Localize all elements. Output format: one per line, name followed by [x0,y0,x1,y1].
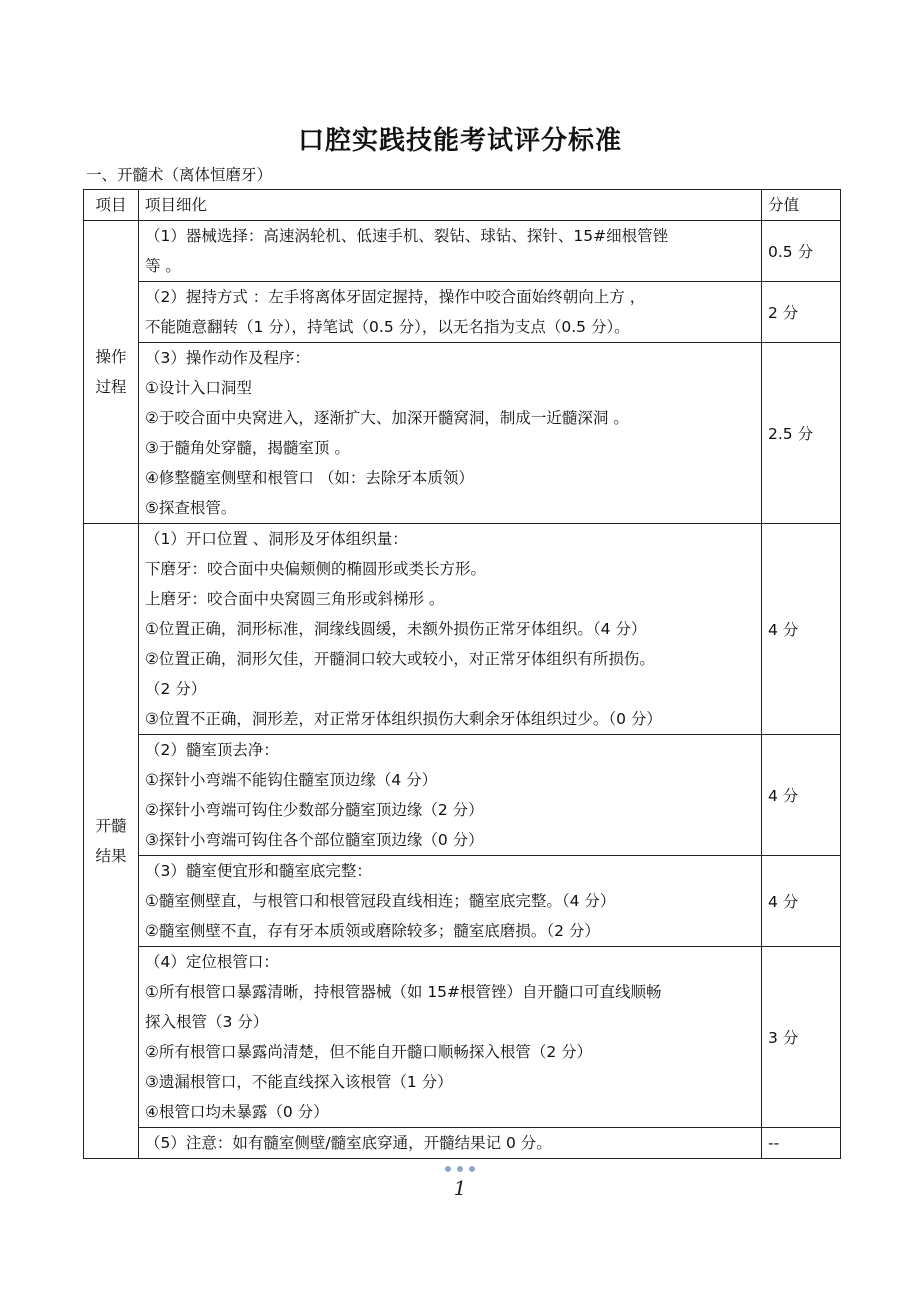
detail-line: ①所有根管口暴露清晰，持根管器械（如 15#根管锉）自开髓口可直线顺畅 [145,983,662,1001]
detail-line: ③位置不正确，洞形差，对正常牙体组织损伤大剩余牙体组织过少。（0 分） [145,710,662,728]
score-cell: 3 分 [762,947,841,1128]
detail-line: （5）注意：如有髓室侧壁/髓室底穿通，开髓结果记 0 分。 [145,1134,552,1152]
detail-line: ②于咬合面中央窝进入，逐渐扩大、加深开髓窝洞，制成一近髓深洞 。 [145,409,629,427]
score-cell: 2.5 分 [762,343,841,524]
score-cell: 4 分 [762,735,841,856]
detail-line: ③遗漏根管口，不能直线探入该根管（1 分） [145,1073,453,1091]
table-row [84,856,841,947]
detail-line: ①位置正确，洞形标准，洞缘线圆缓，未额外损伤正常牙体组织。（4 分） [145,620,647,638]
detail-cell [139,735,762,856]
detail-cell [139,343,762,524]
header-item: 项目 [84,190,139,221]
detail-cell [139,1128,762,1159]
detail-line: （4）定位根管口： [145,953,279,971]
detail-line: ④根管口均未暴露（0 分） [145,1103,329,1121]
detail-cell [139,221,762,282]
table-row [84,1128,841,1159]
page-footer [0,1166,920,1200]
section-heading: 一、开髓术（离体恒磨牙） [86,166,273,184]
table-row [84,735,841,856]
page-title: 口腔实践技能考试评分标准 [297,126,622,156]
ellipsis-dots-icon [0,1166,920,1172]
detail-line: （3）髓室便宜形和髓室底完整： [145,862,372,880]
detail-line: （1）器械选择：高速涡轮机、低速手机、裂钻、球钻、探针、15#细根管锉 [145,227,669,245]
header-detail: 项目细化 [139,190,762,221]
detail-line: 等 。 [145,257,181,275]
detail-line: 下磨牙：咬合面中央偏颊侧的椭圆形或类长方形。 [145,560,487,578]
detail-line: ②髓室侧壁不直，存有牙本质领或磨除较多；髓室底磨损。（2 分） [145,922,600,940]
detail-line: ②探针小弯端可钩住少数部分髓室顶边缘（2 分） [145,801,484,819]
score-cell: -- [762,1128,841,1159]
detail-line: 探入根管（3 分） [145,1013,269,1031]
score-cell: 4 分 [762,524,841,735]
detail-cell [139,524,762,735]
category-label: 操作 [95,348,127,366]
detail-cell [139,947,762,1128]
header-score: 分值 [762,190,841,221]
detail-cell [139,856,762,947]
detail-line: （2）髓室顶去净： [145,741,279,759]
detail-line: ⑤探查根管。 [145,499,237,517]
detail-line: （2 分） [145,680,207,698]
detail-line: 不能随意翻转（1 分），持笔试（0.5 分），以无名指为支点（0.5 分）。 [145,318,630,336]
detail-line: ④修整髓室侧壁和根管口 （如：去除牙本质领） [145,469,474,487]
detail-line: ①设计入口洞型 [145,379,252,397]
score-cell: 2 分 [762,282,841,343]
page-number: 1 [453,1176,467,1200]
category-label: 过程 [95,378,127,396]
category-label: 开髓 [95,817,127,835]
detail-line: ③探针小弯端可钩住各个部位髓室顶边缘（0 分） [145,831,484,849]
table-row [84,343,841,524]
detail-line: ①探针小弯端不能钩住髓室顶边缘（4 分） [145,771,438,789]
score-cell: 4 分 [762,856,841,947]
detail-line: ②所有根管口暴露尚清楚，但不能自开髓口顺畅探入根管（2 分） [145,1043,593,1061]
table-row [84,947,841,1128]
table-header-row [84,190,841,221]
category-label: 结果 [95,847,127,865]
detail-cell [139,282,762,343]
table-row [84,221,841,282]
detail-line: （3）操作动作及程序： [145,349,310,367]
detail-line: （2）握持方式 ：左手将离体牙固定握持，操作中咬合面始终朝向上方 ， [145,288,646,306]
category-cell [84,221,139,524]
detail-line: ①髓室侧壁直，与根管口和根管冠段直线相连；髓室底完整。（4 分） [145,892,616,910]
detail-line: 上磨牙：咬合面中央窝圆三角形或斜梯形 。 [145,590,445,608]
score-cell: 0.5 分 [762,221,841,282]
category-cell [84,524,139,1159]
scoring-table [83,189,841,1159]
table-row [84,282,841,343]
detail-line: ②位置正确，洞形欠佳，开髓洞口较大或较小，对正常牙体组织有所损伤。 [145,650,655,668]
detail-line: ③于髓角处穿髓，揭髓室顶 。 [145,439,350,457]
table-row [84,524,841,735]
detail-line: （1）开口位置 、洞形及牙体组织量： [145,530,408,548]
